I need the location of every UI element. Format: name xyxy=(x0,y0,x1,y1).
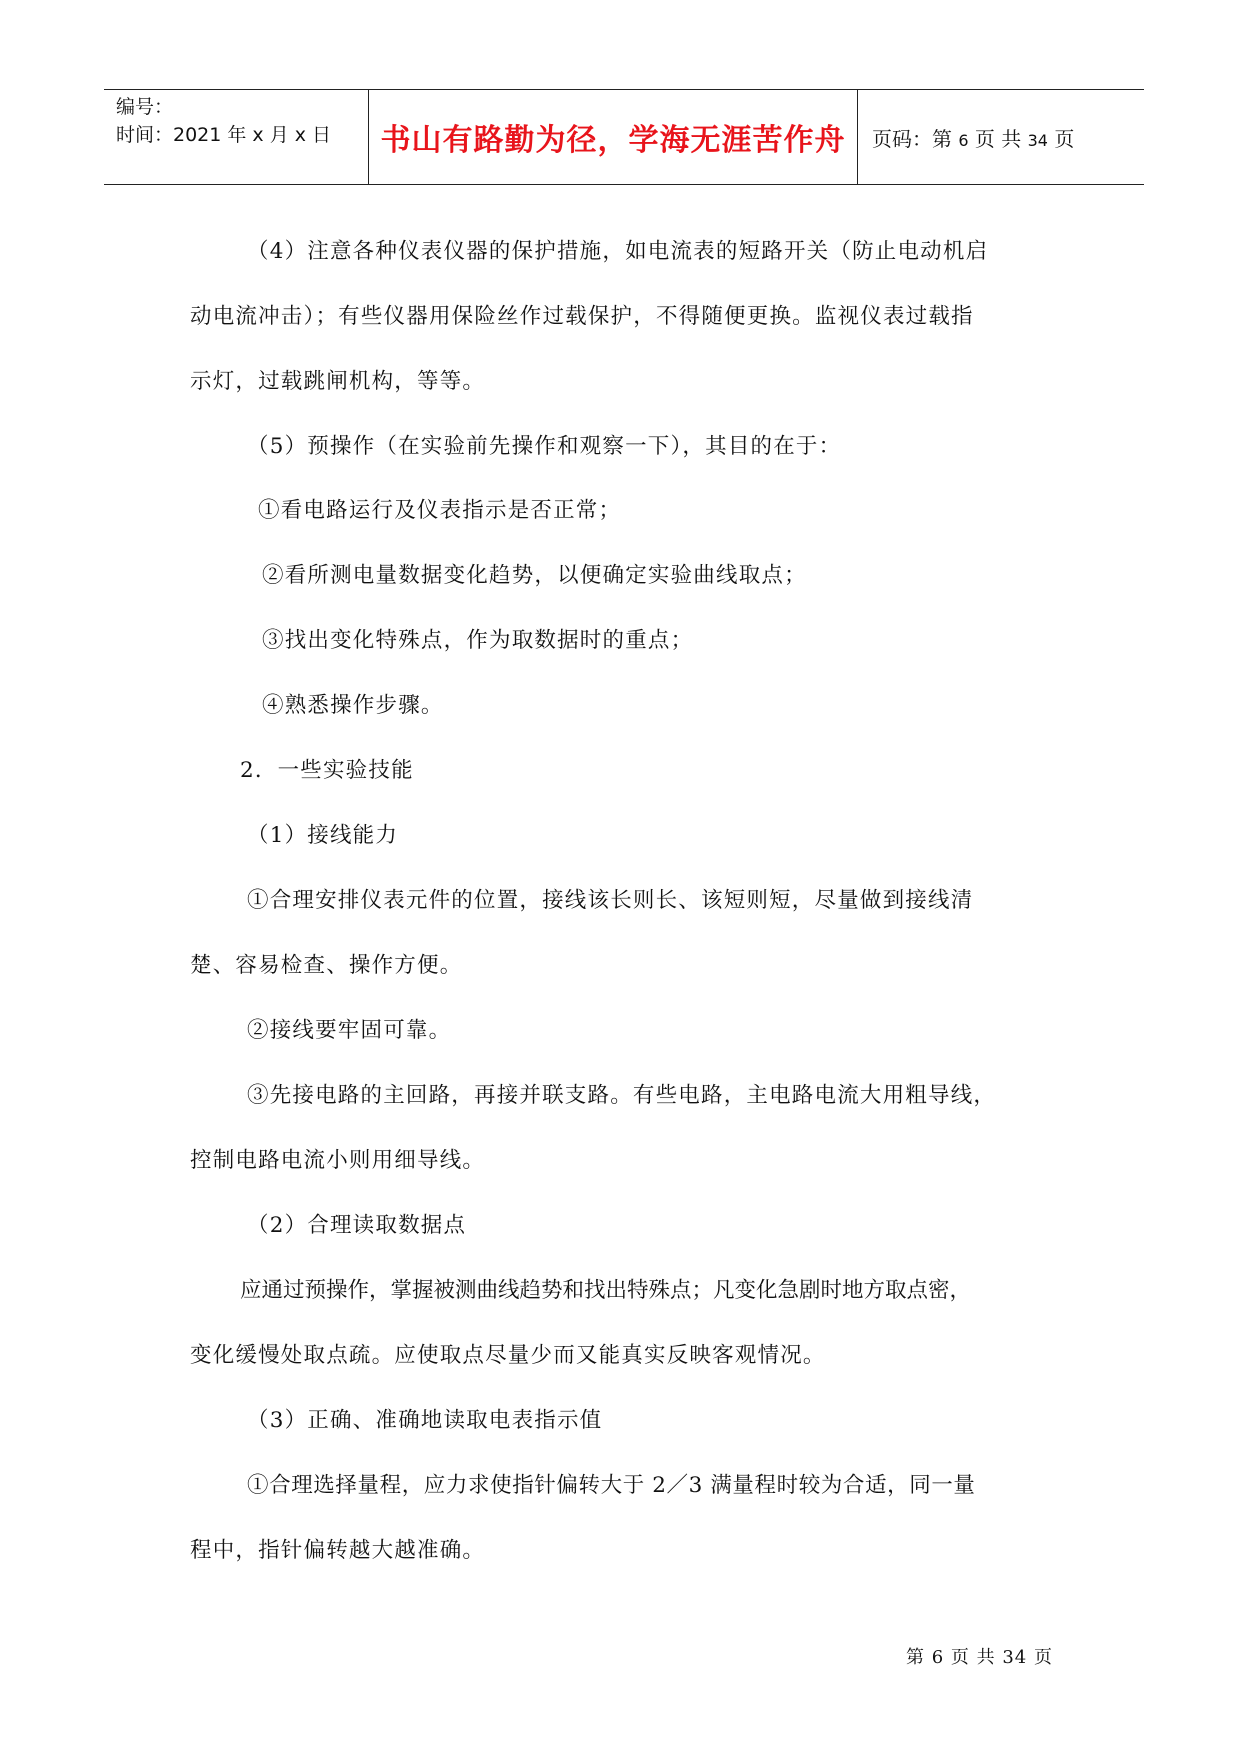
header-table xyxy=(104,89,1144,185)
text-line: 控制电路电流小则用细导线。 xyxy=(190,1148,486,1173)
section-heading: 2．一些实验技能 xyxy=(240,758,414,783)
header-info-cell xyxy=(104,90,369,184)
text-line: ③先接电路的主回路，再接并联支路。有些电路，主电路电流大用粗导线， xyxy=(247,1083,997,1108)
page-footer: 第 6 页 共 34 页 xyxy=(906,1647,1053,1668)
page-code xyxy=(872,123,1074,152)
text-line: ①合理安排仪表元件的位置，接线该长则长、该短则短，尽量做到接线清 xyxy=(247,888,974,913)
page-code-suffix: 页 xyxy=(1054,126,1075,151)
text-line: 动电流冲击）；有些仪器用保险丝作过载保护，不得随便更换。监视仪表过载指 xyxy=(190,304,974,329)
text-line: 程中，指针偏转越大越准确。 xyxy=(190,1538,486,1563)
header-motto-cell xyxy=(369,90,858,184)
text-line: ④熟悉操作步骤。 xyxy=(262,693,444,718)
text-line: ②接线要牢固可靠。 xyxy=(247,1018,452,1043)
text-line: ①看电路运行及仪表指示是否正常； xyxy=(258,498,622,523)
text-line: （3）正确、准确地读取电表指示值 xyxy=(247,1408,603,1433)
text-line: （1）接线能力 xyxy=(247,823,399,848)
page-code-total: 34 xyxy=(1027,130,1048,150)
text-line: ③找出变化特殊点，作为取数据时的重点； xyxy=(262,628,694,653)
text-line: ①合理选择量程，应力求使指针偏转大于 2／3 满量程时较为合适，同一量 xyxy=(247,1473,976,1498)
page-code-prefix: 页码：第 xyxy=(872,126,952,151)
text-line: （5）预操作（在实验前先操作和观察一下），其目的在于： xyxy=(247,434,842,459)
page-code-current: 6 xyxy=(958,130,969,150)
time-label: 时间：2021 年 x 月 x 日 xyxy=(116,124,332,146)
motto: 书山有路勤为径，学海无涯苦作舟 xyxy=(380,123,846,158)
text-line: （2）合理读取数据点 xyxy=(247,1213,467,1238)
text-line: 应通过预操作，掌握被测曲线趋势和找出特殊点；凡变化急剧时地方取点密， xyxy=(240,1278,972,1303)
text-line: （4）注意各种仪表仪器的保护措施，如电流表的短路开关（防止电动机启 xyxy=(247,239,989,264)
text-line: ②看所测电量数据变化趋势，以便确定实验曲线取点； xyxy=(262,563,807,588)
text-line: 变化缓慢处取点疏。应使取点尽量少而又能真实反映客观情况。 xyxy=(190,1343,826,1368)
header-page-cell xyxy=(858,90,1144,184)
serial-label: 编号： xyxy=(116,96,174,118)
text-line: 楚、容易检查、操作方便。 xyxy=(190,953,463,978)
page-code-mid: 页 共 xyxy=(974,126,1022,151)
text-line: 示灯，过载跳闸机构，等等。 xyxy=(190,369,486,394)
